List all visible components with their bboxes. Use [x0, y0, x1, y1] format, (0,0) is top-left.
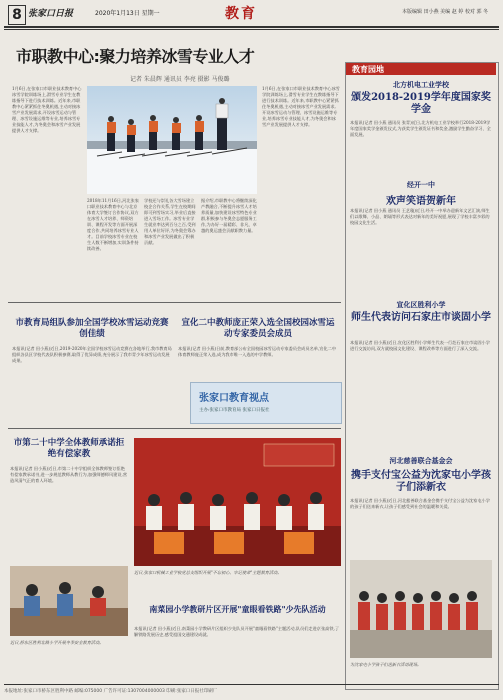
- s4-photo: [350, 560, 492, 658]
- main-col-3: 学校还与崇礼各大雪场建立校企合作关系,学生在校期间即可到雪场实习,毕业后直接进入雪场工作。冰雪专业学生就业率达到百分之百,受到用人单位好评,为冬奥会筹办和冰雪产业发展做出了积极贡献。: [144, 198, 196, 245]
- header-rule: [4, 26, 499, 28]
- section-title: 教育: [225, 6, 257, 22]
- s4-caption: 为沈家屯小学孩子们送新衣活动现场。: [350, 662, 422, 667]
- story4-body: 本报讯(记者 田小燕)近日,市第二十中学组织全体教师签订拒绝有偿家教承诺书,进一步规范教师从教行为,加强师德师风建设,营造风清气正的育人环境。: [10, 466, 128, 483]
- story2-body: 本报讯(记者 田小燕)近日,2019-2020年全国学校冰雪运动竞赛在各地举行,我市教育局组织各县区学校代表队积极参赛,取得了优异成绩,充分展示了我市青少年冰雪运动发展成果。: [12, 346, 172, 363]
- edu-banner: [190, 382, 342, 424]
- s4-school: 河北慈善联合基金会: [389, 456, 453, 465]
- s3-body: 本报讯(记者 田小燕)近日,宣化区胜利小学师生代表一行赴石家庄市谈固小学进行交流访问,双方就校园文化建设、课程改革等方面进行了深入交流。: [350, 340, 490, 351]
- story4-headline: 市第二十中学全体教师承诺拒绝有偿家教: [13, 438, 125, 459]
- main-photo-ski: [87, 86, 257, 194]
- main-byline: 记者 朱晨辉 通讯员 李亮 摄影 马俊璐: [130, 76, 230, 83]
- main-col-4: 据介绍,市职教中心将继续深化产教融合,不断提升冰雪人才培养质量,加快建设冰雪特色专业群,积极参与冬奥会志愿服务工作,为办好一届精彩、非凡、卓越的奥运盛会贡献职教力量。: [201, 198, 257, 233]
- s1-school: 北方机电工业学校: [393, 80, 449, 89]
- editor-info: 本版编辑 田小燕 美编 赵 婷 校对 郭 冬: [402, 9, 489, 15]
- story4-photo: [10, 566, 128, 636]
- s2-title: 欢声笑语贺新年: [386, 196, 456, 207]
- banner-sub: 主办:张家口市教育局 张家口日报社: [199, 408, 270, 413]
- s4-title: 携手支付宝公益为沈家屯小学孩子们添新衣: [351, 470, 491, 493]
- section-divider: [8, 302, 341, 303]
- sidebar-tag: 教育园地: [352, 64, 384, 74]
- s3-title: 师生代表访问石家庄市谈固小学: [351, 312, 491, 323]
- story4-caption: 近日,桥东区胜利北路小学开展冬季安全教育活动。: [10, 640, 104, 645]
- s2-school: 经开一中: [407, 180, 435, 189]
- banner-title: 张家口教育视点: [199, 393, 269, 404]
- section-divider-2: [8, 428, 341, 429]
- story3-headline: 宣化二中教师庞正荣入选全国校园冰雪运动专家委员会成员: [181, 318, 335, 339]
- s4-body: 本报讯(记者 田小燕)近日,河北慈善联合基金会携手支付宝公益为沈家屯小学的孩子们送来新衣,让孩子们感受到社会的温暖和关爱。: [350, 498, 490, 509]
- main-col-5: 1月6日,在张家口市职业技术教育中心冰雪学院训练场上,滑雪专业学生在教练指导下进行技术训练。近年来,市职教中心紧紧抓住冬奥机遇,主动对接冰雪产业发展需求,开设冰雪运动与管理、冰雪设施运维等专业,培养冰雪专业技能人才,为冬奥会和冰雪产业发展提供人才支撑。: [262, 86, 340, 127]
- paper-name: 张家口日报: [28, 9, 74, 19]
- main-col-1: 1月6日,在张家口市职业技术教育中心冰雪学院训练场上,滑雪专业学生在教练指导下进行技术训练。近年来,市职教中心紧紧抓住冬奥机遇,主动对接冰雪产业发展需求,开设冰雪运动与管理、冰雪设施运维等专业,培养冰雪专业技能人才,为冬奥会和冰雪产业发展提供人才支撑。: [12, 86, 82, 133]
- footer-info: 本报地址:张家口市桥东区胜利中路 邮编:075000 广告许可证:1307004000003 印刷:张家口日报社印刷厂: [4, 689, 218, 694]
- s1-title: 颁发2018-2019学年度国家奖学金: [351, 92, 491, 115]
- story3-body: 本报讯(记者 田小燕)日前,教育部公布全国校园冰雪运动专家委员会成员名单,宣化二中体育教师庞正荣入选,成为我市唯一入选的中学教师。: [178, 346, 337, 357]
- main-col-2: 2018年11月16日,河北张家口职业技术教育中心与北京体育大学签订合作协议,双方在冰雪人才培养、师资培训、课程开发等方面开展深度合作,共同培养冰雪专业人才。目前学校冰雪专业在校生人数不断增加,实训条件持续改善。: [87, 198, 139, 251]
- main-headline: 市职教中心:聚力培养冰雪专业人才: [16, 47, 255, 66]
- story5-headline: 南菜园小学教研片区开展"童眼看铁路"少先队活动: [149, 604, 326, 614]
- s3-school: 宣化区胜利小学: [396, 300, 446, 309]
- header-rule-thin: [4, 29, 499, 30]
- s1-body: 本报讯(记者 田小燕 通讯员 张青)近日,北方机电工业学校举行2018-2019学年度国家奖学金颁发仪式,为获奖学生颁发证书和奖金,激励学生勤奋学习、全面发展。: [350, 120, 491, 137]
- s2-body: 本报讯(记者 田小燕 通讯员 王艺璇)近日,经开一中举办迎新年文艺汇演,师生们以歌舞、小品、朗诵等形式表达对新年的美好祝愿,展现了学校丰富多彩的校园文化生活。: [350, 208, 490, 225]
- ceremony-caption: 近日,张家口机械工业学校党总支组织开展"不忘初心、牢记使命"主题教育活动。: [134, 570, 282, 575]
- issue-date: 2020年1月13日 星期一: [95, 10, 160, 17]
- page-number: 8: [8, 5, 26, 25]
- ceremony-photo: [134, 438, 341, 566]
- story5-body: 本报讯(记者 田小燕)近日,南菜园小学教研片区组织少先队员开展"童眼看铁路"主题活动,队员们走进京张高铁,了解铁路发展历史,感受祖国交通建设成就。: [134, 626, 340, 637]
- footer-rule: [4, 684, 499, 685]
- story2-headline: 市教育局组队参加全国学校冰雪运动竞赛创佳绩: [15, 318, 169, 339]
